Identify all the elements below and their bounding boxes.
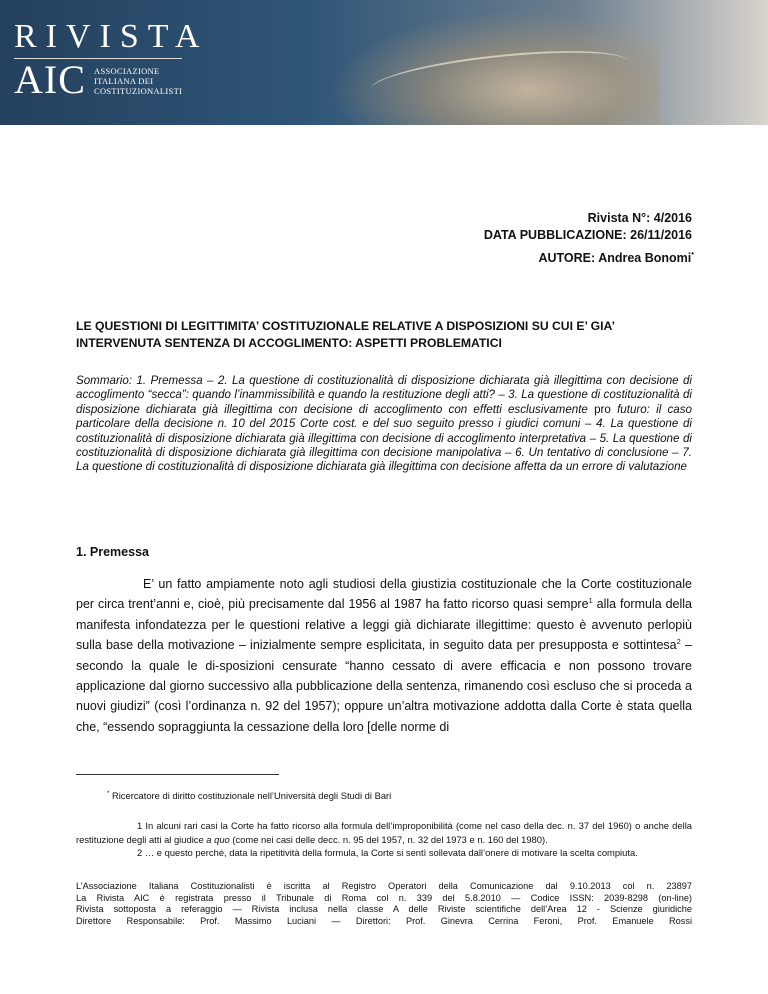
footnote-text: Ricercatore di diritto costituzionale nell’Università degli Studi di Bari [109, 790, 392, 802]
footer-line: L’Associazione Italiana Costituzionalisti è iscritta al Registro Operatori della Comunicazione dal 9.10.2013 col n. 23897 [76, 881, 692, 891]
logo-association-name [94, 66, 182, 96]
logo-rivista: RIVISTA [14, 18, 209, 55]
paragraph [76, 574, 692, 737]
summary-text: futuro: il caso particolare della decisione n. 10 del 2015 Corte cost. e del suo seguito presso i giudici comuni – 4. La questione di costituzionalità di disposizione dichiarata già illegittima con decisione di accoglimento interpretativa – 5. La questione di costituzionalità di disposizione dichiarata già illegittima con decisione manipolativa – 6. Un tentativo di conclusione – 7. La questione di costituzionalità di disposizione dichiarata già illegittima con decisione affetta da un errore di valutazione [76, 402, 692, 474]
summary-text: Sommario: 1. Premessa – 2. La questione di costituzionalità di disposizione dichiarata già illegittima con decisione di accoglimento “secca”: quando l’inammissibilità e quando la restituzione degli atti? – 3. La questione di costituzionalità di disposizione dichiarata già illegittima con decisione di accoglimento con effetti esclusivamente [76, 374, 692, 416]
footnote-ref[interactable]: 2 [676, 637, 681, 647]
author-footnote-ref[interactable]: * [691, 251, 694, 259]
journal-footer [76, 881, 692, 927]
body-text [76, 574, 692, 737]
footnotes [76, 788, 692, 859]
footnote-1 [76, 819, 692, 845]
author [538, 251, 694, 265]
author-name: AUTORE: Andrea Bonomi [538, 251, 692, 265]
footnote-divider [76, 774, 279, 775]
paragraph-text: – secondo la quale le di-sposizioni censurate “hanno cessato di avere efficacia e non possono trovare applicazione dal giorno successivo alla pubblicazione della sentenza, rimanendo così escluso che si proceda a nuovi giudizi” (così l’ordinanza n. 92 del 1957); oppure un’altra motivazione addotta dalla Corte è stata quella che, “essendo sopraggiunta la cessazione della loro [delle norme di [76, 638, 692, 734]
section-heading: 1. Premessa [76, 545, 149, 559]
logo-assoc-line: COSTITUZIONALISTI [94, 86, 183, 96]
footnote-mark: * [107, 791, 110, 797]
paragraph-text: alla formula della manifesta infondatezza per le questioni relative a leggi già dichiarate illegittime: questo è avvenuto perlopiù sulla base della motivazione – inizialmente sempre esplicitata, in seguito data per presupposta e sottintesa [76, 597, 693, 653]
summary [76, 374, 692, 475]
footnote-ref[interactable]: 1 [588, 596, 593, 606]
footnote-2: 2 … e questo perché, data la ripetitività della formula, la Corte si sentì sollevata dall’onere di motivare la scelta compiuta. [137, 846, 638, 858]
paragraph-text: E’ un fatto ampiamente noto agli studiosi della giustizia costituzionale che la Corte costituzionale per circa trent’anni e, cioè, più precisamente dal 1956 al 1987 ha fatto ricorso quasi sempre [76, 577, 692, 612]
footnote-italic: a quo [206, 833, 230, 845]
footnote-text: (come nei casi delle decc. n. 95 del 1957, n. 32 del 1973 e n. 160 del 1980). [229, 833, 548, 845]
summary-upright-word: pro [594, 402, 611, 416]
article-title: LE QUESTIONI DI LEGITTIMITA’ COSTITUZIONALE RELATIVE A DISPOSIZIONI SU CUI E’ GIA’ INTERVENUTA SENTENZA DI ACCOGLIMENTO: ASPETTI PROBLEMATICI [76, 319, 615, 350]
publication-date: DATA PUBBLICAZIONE: 26/11/2016 [483, 228, 692, 242]
footnote-text: 1 In alcuni rari casi la Corte ha fatto ricorso alla formula dell’improponibilità (come nel caso della dec. n. 37 del 1960) o anche della restituzione degli atti al giudice [76, 820, 692, 845]
footer-line: Direttore Responsabile: Prof. Massimo Luciani — Direttori: Prof. Ginevra Cerrina Feroni, Prof. Emanuele Rossi [76, 915, 692, 926]
issue-number: Rivista N°: 4/2016 [587, 211, 692, 225]
footer-line: La Rivista AIC è registrata presso il Tribunale di Roma col n. 339 del 5.8.2010 — Codice ISSN: 2039-8298 (on-line) [76, 892, 692, 903]
footnote-author [76, 788, 692, 802]
logo-assoc-line: ASSOCIAZIONE [94, 66, 160, 76]
header-banner [0, 0, 768, 125]
footer-line: Rivista sottoposta a referaggio — Rivista inclusa nella classe A delle Riviste scientifiche dell’Area 12 - Scienze giuridiche [76, 904, 692, 915]
logo-assoc-line: ITALIANA DEI [94, 76, 154, 86]
logo-aic: AIC [14, 57, 86, 102]
publication-meta [484, 210, 692, 244]
